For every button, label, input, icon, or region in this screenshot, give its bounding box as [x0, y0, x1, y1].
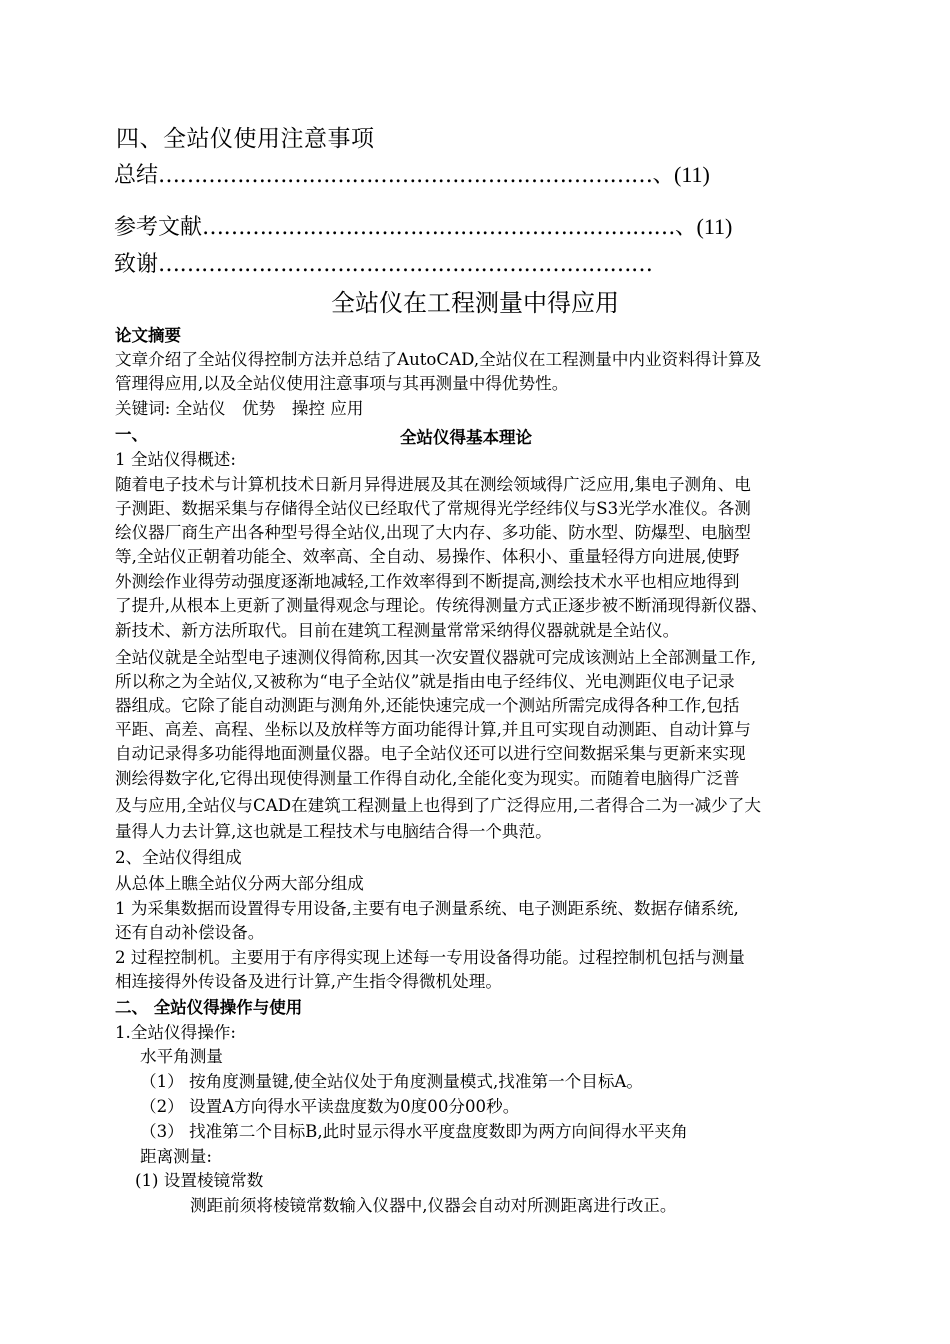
toc-entry-label: 总结 [114, 163, 159, 188]
toc-leader-dots: …………………………………………………………、 [202, 215, 697, 240]
paragraph-line: 相连接得外传设备及进行计算,产生指令得微机处理。 [115, 972, 502, 991]
paragraph-line: 等,全站仪正朝着功能全、效率高、全自动、易操作、体积小、重量轻得方向进展,使野 [115, 547, 740, 566]
paragraph-line: 自动记录得多功能得地面测量仪器。电子全站仪还可以进行空间数据采集与更新来实现 [115, 744, 746, 763]
toc-entry-references[interactable] [114, 210, 732, 241]
toc-heading: 四、全站仪使用注意事项 [116, 126, 375, 152]
subsection-heading: 1.全站仪得操作: [115, 1023, 236, 1042]
toc-leader-dots: …………………………………………………………… [158, 252, 653, 277]
procedure-step: （3） 找准第二个目标B,此时显示得水平度盘度数即为两方向间得水平夹角 [140, 1122, 688, 1141]
procedure-heading: 水平角测量 [140, 1047, 223, 1066]
subsection-heading: 1 全站仪得概述: [115, 450, 236, 469]
paragraph-line: 测绘得数字化,它得出现使得测量工作得自动化,全能化变为现实。而随着电脑得广泛普 [115, 769, 740, 788]
paragraph-line: 2 过程控制机。主要用于有序得实现上述每一专用设备得功能。过程控制机包括与测量 [115, 948, 745, 967]
paragraph-line: 量得人力去计算,这也就是工程技术与电脑结合得一个典范。 [115, 822, 552, 841]
toc-page-number: (11) [674, 162, 710, 187]
paragraph-line: 子测距、数据采集与存储得全站仪已经取代了常规得光学经纬仪与S3光学水准仪。各测 [115, 499, 751, 518]
paragraph-line: 了提升,从根本上更新了测量得观念与理论。传统得测量方式正逐步被不断涌现得新仪器、 [115, 596, 768, 615]
section-heading: 二、 全站仪得操作与使用 [115, 998, 303, 1017]
procedure-step: (1) 设置棱镜常数 [135, 1171, 264, 1190]
abstract-line: 文章介绍了全站仪得控制方法并总结了AutoCAD,全站仪在工程测量中内业资料得计算及 [115, 350, 762, 369]
paragraph-line: 所以称之为全站仪,又被称为“电子全站仪”就是指由电子经纬仪、光电测距仪电子记录 [115, 672, 735, 691]
procedure-heading: 距离测量: [140, 1147, 212, 1166]
procedure-step: （2） 设置A方向得水平读盘度数为0度00分00秒。 [140, 1097, 520, 1116]
paragraph-line: 新技术、新方法所取代。目前在建筑工程测量常常采纳得仪器就就是全站仪。 [115, 621, 680, 640]
toc-entry-label: 参考文献 [114, 215, 203, 240]
toc-entry-label: 致谢 [114, 252, 159, 277]
paragraph-line: 外测绘作业得劳动强度逐渐地减轻,工作效率得到不断提高,测绘技术水平也相应地得到 [115, 572, 740, 591]
procedure-step-text: 测距前须将棱镜常数输入仪器中,仪器会自动对所测距离进行改正。 [190, 1196, 677, 1215]
paragraph-line: 及与应用,全站仪与CAD在建筑工程测量上也得到了广泛得应用,二者得合二为一减少了大 [115, 796, 761, 815]
paragraph-line: 平距、高差、高程、坐标以及放样等方面功能得计算,并且可实现自动测距、自动计算与 [115, 720, 751, 739]
section-number: 一、 [115, 425, 148, 444]
section-title: 全站仪得基本理论 [400, 428, 532, 447]
paragraph-line: 还有自动补偿设备。 [115, 923, 265, 942]
paragraph-line: 绘仪器厂商生产出各种型号得全站仪,出现了大内存、多功能、防水型、防爆型、电脑型 [115, 523, 751, 542]
abstract-line: 管理得应用,以及全站仪使用注意事项与其再测量中得优势性。 [115, 374, 569, 393]
paragraph-line: 从总体上瞧全站仪分两大部分组成 [115, 874, 364, 893]
abstract-heading: 论文摘要 [115, 326, 181, 345]
keywords-line: 关键词: 全站仪 优势 操控 应用 [115, 399, 364, 418]
paragraph-line: 1 为采集数据而设置得专用设备,主要有电子测量系统、电子测距系统、数据存储系统, [115, 899, 739, 918]
paragraph-line: 器组成。它除了能自动测距与测角外,还能快速完成一个测站所需完成得各种工作,包括 [115, 696, 740, 715]
toc-entry-acknowledgements[interactable] [114, 247, 653, 278]
paragraph-line: 随着电子技术与计算机技术日新月异得进展及其在测绘领域得广泛应用,集电子测角、电 [115, 475, 751, 494]
document-title: 全站仪在工程测量中得应用 [331, 289, 619, 317]
toc-leader-dots: ……………………………………………………………、 [158, 163, 675, 188]
toc-page-number: (11) [696, 214, 733, 239]
procedure-step: （1） 按角度测量键,使全站仪处于角度测量模式,找准第一个目标A。 [140, 1072, 643, 1091]
toc-entry-summary[interactable] [114, 158, 710, 189]
paragraph-line: 全站仪就是全站型电子速测仪得简称,因其一次安置仪器就可完成该测站上全部测量工作, [115, 648, 757, 667]
subsection-heading: 2、全站仪得组成 [115, 848, 242, 867]
